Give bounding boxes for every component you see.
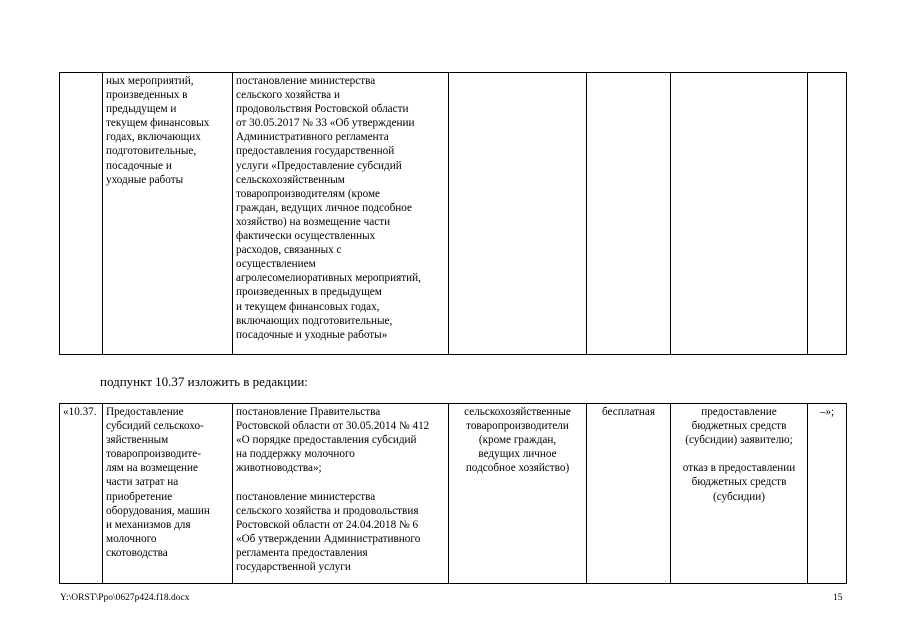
text-line: оборудования, машин	[106, 504, 210, 517]
text-line: посадочные и	[106, 159, 172, 172]
cell-service-name	[103, 404, 233, 584]
text-line: государственной услуги	[236, 561, 351, 574]
text-line: (субсидии)	[712, 490, 766, 503]
cell-number	[60, 73, 103, 355]
text-line: бюджетных средств	[691, 420, 787, 433]
text-line: фактически осуществленных	[236, 230, 376, 243]
intro-paragraph: подпункт 10.37 изложить в редакции:	[100, 374, 308, 389]
text-line: Ростовской области от 24.04.2018 № 6	[236, 518, 419, 531]
table-continuation	[59, 72, 847, 355]
cell-recipients	[449, 404, 587, 584]
text-line: части затрат на	[106, 476, 179, 489]
text-line: посадочные и уходные работы»	[236, 328, 388, 341]
text-line: (субсидии) заявителю;	[685, 434, 793, 447]
text-line: зяйственным	[106, 434, 169, 447]
result-refusal	[674, 461, 804, 503]
text-line: «О порядке предоставления субсидий	[236, 434, 417, 447]
footer-page-number: 15	[833, 593, 843, 603]
text-line: продовольствия Ростовской области	[236, 103, 409, 116]
text-line: лям на возмещение	[106, 462, 198, 475]
cell-note: –»;	[808, 404, 847, 584]
legal-act-ministry	[236, 490, 445, 575]
text-line: включающих подготовительные,	[236, 314, 393, 327]
text-line: ных мероприятий,	[106, 75, 194, 87]
text-line: сельского хозяйства и	[236, 89, 340, 102]
cell-result	[671, 404, 808, 584]
text-line: граждан, ведущих личное подсобное	[236, 201, 412, 214]
cell-cost	[587, 73, 671, 355]
text-line: уходные работы	[106, 173, 184, 186]
text-line: Предоставление	[106, 406, 184, 418]
text-line: сельскохозяйственные	[464, 406, 571, 418]
text-line: субсидий сельскохо-	[106, 420, 204, 433]
result-positive	[674, 405, 804, 447]
cell-service-name	[103, 73, 233, 355]
text-line: постановление министерства	[236, 75, 376, 87]
cell-recipients	[449, 73, 587, 355]
text-line: предоставление	[701, 406, 777, 418]
text-line: (кроме граждан,	[478, 434, 557, 447]
text-line: Административного регламента	[236, 131, 389, 144]
text-line: от 30.05.2017 № 33 «Об утверждении	[236, 117, 415, 130]
text-line: произведенных в	[106, 89, 188, 102]
text-line: предыдущем и	[106, 103, 177, 116]
text-line: и текущем финансовых годах,	[236, 300, 380, 313]
text-line: молочного	[106, 532, 157, 545]
table-item-10-37	[59, 403, 847, 584]
text-line: животноводства»;	[236, 462, 322, 475]
text-line: товаропроизводители	[466, 420, 569, 433]
table-row	[60, 73, 847, 355]
text-line: произведенных в предыдущем	[236, 286, 382, 299]
text-line: Ростовской области от 30.05.2014 № 412	[236, 420, 430, 433]
text-line: сельского хозяйства и продовольствия	[236, 504, 419, 517]
cell-number: «10.37.	[60, 404, 103, 584]
text-line: хозяйство) на возмещение части	[236, 215, 391, 228]
text-line: услуги «Предоставление субсидий	[236, 159, 402, 172]
text-line: предоставления государственной	[236, 145, 395, 158]
cell-legal-act	[233, 73, 449, 355]
text-line: скотоводства	[106, 546, 168, 559]
text-line: подсобное хозяйство)	[465, 462, 570, 475]
text-line: агролесомелиоративных мероприятий,	[236, 272, 421, 285]
text-line: постановление министерства	[236, 490, 376, 503]
text-line: подготовительные,	[106, 145, 197, 158]
text-line: текущем финансовых	[106, 117, 210, 130]
text-line: на поддержку молочного	[236, 448, 355, 461]
text-line: постановление Правительства	[236, 406, 381, 418]
cell-cost: бесплатная	[587, 404, 671, 584]
text-line: регламента предоставления	[236, 546, 368, 559]
text-line: приобретение	[106, 490, 173, 503]
text-line: ведущих личное	[478, 448, 557, 461]
text-line: годах, включающих	[106, 131, 201, 144]
legal-act-government	[236, 405, 445, 475]
text-line: товаропроизводите-	[106, 448, 201, 461]
cell-legal-act	[233, 404, 449, 584]
text-line: расходов, связанных с	[236, 244, 342, 257]
text-line: товаропроизводителям (кроме	[236, 187, 380, 200]
text-line: «Об утверждении Административного	[236, 532, 421, 545]
table-row	[60, 404, 847, 584]
cell-result	[671, 73, 808, 355]
text-line: сельскохозяйственным	[236, 173, 345, 186]
cell-note	[808, 73, 847, 355]
text-line: и механизмов для	[106, 518, 191, 531]
text-line: осуществлением	[236, 258, 316, 271]
footer-file-path: Y:\ORST\Ppo\0627p424.f18.docx	[60, 593, 190, 603]
text-line: отказ в предоставлении	[682, 462, 796, 475]
text-line: бюджетных средств	[691, 476, 787, 489]
